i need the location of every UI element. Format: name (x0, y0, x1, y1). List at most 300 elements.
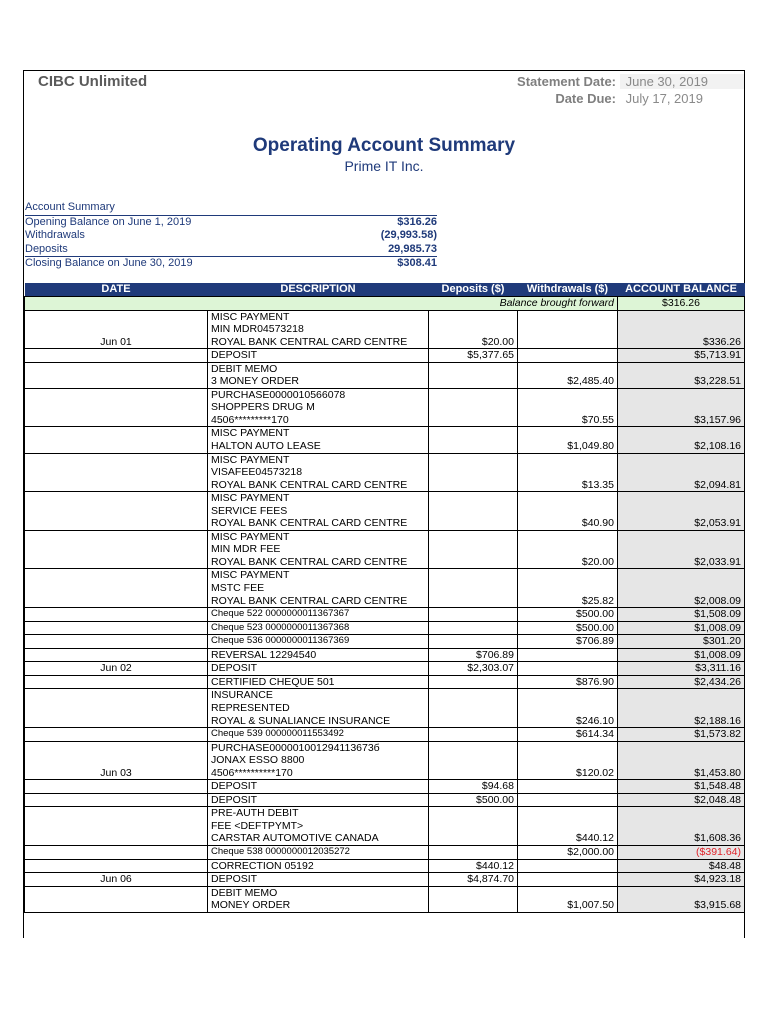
row-balance (618, 820, 745, 833)
row-balance: $2,053.91 (618, 517, 745, 530)
row-withdrawal (518, 505, 618, 518)
row-withdrawal (518, 807, 618, 820)
table-row (25, 728, 745, 742)
row-balance: $301.20 (618, 635, 745, 649)
row-deposit: $440.12 (429, 859, 518, 873)
row-date (25, 715, 208, 728)
row-deposit (429, 689, 518, 702)
table-row (25, 621, 745, 635)
row-date (25, 466, 208, 479)
row-balance (618, 401, 745, 414)
table-header-row (25, 283, 745, 297)
row-deposit (429, 845, 518, 859)
brought-forward-label: Balance brought forward (429, 297, 618, 311)
row-description: VISAFEE04573218 (208, 466, 429, 479)
row-balance: $1,453.80 (618, 767, 745, 780)
row-deposit: $2,303.07 (429, 662, 518, 676)
row-deposit (429, 635, 518, 649)
row-withdrawal: $13.35 (518, 479, 618, 492)
table-row (25, 845, 745, 859)
row-description: MISC PAYMENT (208, 569, 429, 582)
table-row (25, 414, 745, 427)
row-date (25, 780, 208, 794)
row-withdrawal: $706.89 (518, 635, 618, 649)
table-row (25, 556, 745, 569)
row-description: PURCHASE000001001294113673б (208, 741, 429, 754)
table-row (25, 899, 745, 912)
summary-label: Deposits (25, 242, 68, 255)
row-withdrawal (518, 543, 618, 556)
row-deposit (429, 505, 518, 518)
row-description: ROYAL BANK CENTRAL CARD CENTRE (208, 336, 429, 349)
row-description: MIN MDR04573218 (208, 323, 429, 336)
summary-label: Opening Balance on June 1, 2019 (25, 215, 192, 228)
row-date (25, 648, 208, 662)
bank-name: CIBC Unlimited (38, 73, 148, 90)
summary-label: Closing Balance on June 30, 2019 (25, 257, 193, 269)
header-description: DESCRIPTION (208, 283, 429, 297)
table-row (25, 440, 745, 453)
row-date (25, 820, 208, 833)
row-deposit (429, 715, 518, 728)
row-date (25, 595, 208, 608)
row-date (25, 886, 208, 899)
table-row (25, 662, 745, 676)
row-date (25, 492, 208, 505)
row-balance: $48.48 (618, 859, 745, 873)
row-withdrawal (518, 689, 618, 702)
table-row (25, 530, 745, 543)
transactions-table (24, 283, 745, 913)
row-deposit: $706.89 (429, 648, 518, 662)
row-withdrawal: $614.34 (518, 728, 618, 742)
row-description: MSTC FEE (208, 582, 429, 595)
summary-row (25, 215, 437, 230)
row-date: Jun 06 (25, 873, 208, 887)
row-deposit (429, 440, 518, 453)
statement-date-label: Statement Date: (517, 74, 616, 89)
row-withdrawal: $20.00 (518, 556, 618, 569)
summary-value: 29,985.73 (388, 242, 437, 255)
table-row (25, 715, 745, 728)
row-date (25, 453, 208, 466)
row-withdrawal (518, 466, 618, 479)
row-date (25, 845, 208, 859)
row-date (25, 375, 208, 388)
row-withdrawal: $2,000.00 (518, 845, 618, 859)
row-description: MISC PAYMENT (208, 453, 429, 466)
row-description: MISC PAYMENT (208, 492, 429, 505)
row-date (25, 543, 208, 556)
row-description: Cheque 536 0000000011367369 (208, 635, 429, 649)
summary-heading-row (25, 201, 437, 215)
row-withdrawal: $246.10 (518, 715, 618, 728)
row-withdrawal (518, 310, 618, 323)
date-due-label: Date Due: (555, 91, 616, 106)
row-deposit (429, 675, 518, 689)
row-balance: $2,188.16 (618, 715, 745, 728)
row-deposit (429, 479, 518, 492)
row-withdrawal: $70.55 (518, 414, 618, 427)
row-withdrawal (518, 780, 618, 794)
row-description: Cheque 523 0000000011367368 (208, 621, 429, 635)
row-withdrawal (518, 427, 618, 440)
row-deposit (429, 807, 518, 820)
row-withdrawal (518, 323, 618, 336)
row-deposit (429, 899, 518, 912)
row-withdrawal (518, 648, 618, 662)
row-balance (618, 492, 745, 505)
row-date (25, 728, 208, 742)
row-deposit (429, 832, 518, 845)
row-description: DEPOSIT (208, 662, 429, 676)
row-deposit (429, 453, 518, 466)
summary-row (25, 257, 437, 271)
table-row (25, 741, 745, 754)
row-description: ROYAL BANK CENTRAL CARD CENTRE (208, 556, 429, 569)
statement-date-row (496, 74, 744, 89)
row-withdrawal (518, 873, 618, 887)
row-description: JONAX ESSO 8800 (208, 754, 429, 767)
row-balance: $1,008.09 (618, 648, 745, 662)
row-description: PURCHASE0000010566078 (208, 388, 429, 401)
table-row (25, 807, 745, 820)
row-balance (618, 886, 745, 899)
row-date (25, 689, 208, 702)
row-description: 4506**********170 (208, 767, 429, 780)
row-balance (618, 466, 745, 479)
row-withdrawal: $876.90 (518, 675, 618, 689)
table-row (25, 466, 745, 479)
row-balance: $3,311.16 (618, 662, 745, 676)
row-date (25, 401, 208, 414)
row-withdrawal: $500.00 (518, 621, 618, 635)
row-description: ROYAL BANK CENTRAL CARD CENTRE (208, 517, 429, 530)
summary-value: (29,993.58) (380, 229, 437, 241)
row-deposit (429, 595, 518, 608)
row-date (25, 741, 208, 754)
table-row (25, 517, 745, 530)
row-balance (618, 388, 745, 401)
row-description: REPRESENTED (208, 702, 429, 715)
row-withdrawal (518, 453, 618, 466)
row-balance: $2,108.16 (618, 440, 745, 453)
row-withdrawal: $120.02 (518, 767, 618, 780)
row-balance (618, 453, 745, 466)
row-deposit: $500.00 (429, 793, 518, 807)
table-row (25, 401, 745, 414)
table-row (25, 362, 745, 375)
row-date (25, 440, 208, 453)
summary-row (25, 243, 437, 258)
row-deposit (429, 543, 518, 556)
row-deposit (429, 569, 518, 582)
table-row (25, 492, 745, 505)
table-row (25, 859, 745, 873)
row-deposit (429, 310, 518, 323)
row-balance (618, 323, 745, 336)
row-withdrawal: $1,007.50 (518, 899, 618, 912)
statement-page (23, 70, 745, 938)
row-withdrawal (518, 401, 618, 414)
row-balance (618, 582, 745, 595)
row-description: DEBIT MEMO (208, 886, 429, 899)
row-date (25, 621, 208, 635)
row-withdrawal (518, 530, 618, 543)
table-row (25, 582, 745, 595)
summary-row (25, 229, 437, 243)
row-deposit (429, 362, 518, 375)
row-deposit (429, 702, 518, 715)
row-date (25, 807, 208, 820)
row-deposit (429, 767, 518, 780)
row-date (25, 388, 208, 401)
row-description: 4506*********170 (208, 414, 429, 427)
row-balance: $3,157.96 (618, 414, 745, 427)
header-deposits: Deposits ($) (429, 283, 518, 297)
row-description: ROYAL & SUNALIANCE INSURANCE (208, 715, 429, 728)
table-row (25, 780, 745, 794)
row-withdrawal (518, 702, 618, 715)
table-row (25, 543, 745, 556)
row-deposit (429, 728, 518, 742)
table-row (25, 886, 745, 899)
row-withdrawal (518, 741, 618, 754)
table-row (25, 689, 745, 702)
row-withdrawal: $1,049.80 (518, 440, 618, 453)
row-balance: $1,008.09 (618, 621, 745, 635)
header-withdrawals: Withdrawals ($) (518, 283, 618, 297)
table-row (25, 702, 745, 715)
row-withdrawal: $500.00 (518, 608, 618, 622)
row-deposit (429, 556, 518, 569)
row-date (25, 427, 208, 440)
table-row (25, 505, 745, 518)
row-description: DEPOSIT (208, 873, 429, 887)
row-withdrawal (518, 492, 618, 505)
row-description: MONEY ORDER (208, 899, 429, 912)
brought-forward-row (25, 297, 745, 311)
row-deposit (429, 741, 518, 754)
row-balance: $3,915.68 (618, 899, 745, 912)
row-withdrawal (518, 582, 618, 595)
table-row (25, 427, 745, 440)
table-row (25, 388, 745, 401)
row-balance (618, 741, 745, 754)
table-row (25, 754, 745, 767)
row-description: HALTON AUTO LEASE (208, 440, 429, 453)
table-row (25, 767, 745, 780)
table-row (25, 820, 745, 833)
summary-value: $316.26 (397, 215, 437, 228)
row-date (25, 323, 208, 336)
row-balance: $1,508.09 (618, 608, 745, 622)
table-row (25, 375, 745, 388)
row-description: CARSTAR AUTOMOTIVE CANADA (208, 832, 429, 845)
row-date (25, 608, 208, 622)
row-date (25, 349, 208, 363)
row-date (25, 530, 208, 543)
summary-heading: Account Summary (25, 201, 115, 213)
statement-date-value: June 30, 2019 (620, 74, 744, 89)
table-row (25, 323, 745, 336)
row-deposit (429, 388, 518, 401)
row-balance: $2,033.91 (618, 556, 745, 569)
row-balance: $2,094.81 (618, 479, 745, 492)
row-deposit (429, 414, 518, 427)
row-balance (618, 702, 745, 715)
row-date (25, 832, 208, 845)
date-due-value: July 17, 2019 (625, 91, 703, 106)
row-balance: $1,548.48 (618, 780, 745, 794)
row-description: SHOPPERS DRUG M (208, 401, 429, 414)
summary-value: $308.41 (397, 257, 437, 269)
page-title: Operating Account Summary (252, 135, 516, 156)
row-balance (618, 505, 745, 518)
row-description: INSURANCE (208, 689, 429, 702)
row-deposit (429, 621, 518, 635)
row-balance (618, 807, 745, 820)
table-row (25, 608, 745, 622)
row-withdrawal (518, 662, 618, 676)
table-row (25, 336, 745, 349)
row-description: MISC PAYMENT (208, 427, 429, 440)
row-withdrawal (518, 388, 618, 401)
row-description: PRE-AUTH DEBIT (208, 807, 429, 820)
row-balance: ($391.64) (618, 845, 745, 859)
header-balance: ACCOUNT BALANCE (618, 283, 745, 297)
row-deposit (429, 582, 518, 595)
row-date (25, 793, 208, 807)
row-balance (618, 310, 745, 323)
row-withdrawal (518, 793, 618, 807)
row-withdrawal (518, 859, 618, 873)
row-deposit: $20.00 (429, 336, 518, 349)
row-date (25, 675, 208, 689)
row-balance: $1,573.82 (618, 728, 745, 742)
row-withdrawal (518, 754, 618, 767)
row-withdrawal (518, 362, 618, 375)
table-row (25, 569, 745, 582)
table-row (25, 648, 745, 662)
table-row (25, 873, 745, 887)
row-withdrawal (518, 349, 618, 363)
row-balance (618, 569, 745, 582)
row-withdrawal (518, 820, 618, 833)
row-description: Cheque 539 000000011553492 (208, 728, 429, 742)
brought-forward-value: $316.26 (618, 297, 745, 311)
table-row (25, 675, 745, 689)
row-description: DEPOSIT (208, 793, 429, 807)
table-row (25, 595, 745, 608)
row-deposit (429, 466, 518, 479)
row-balance (618, 362, 745, 375)
row-deposit (429, 401, 518, 414)
row-balance: $2,434.26 (618, 675, 745, 689)
row-date (25, 859, 208, 873)
row-balance: $2,048.48 (618, 793, 745, 807)
row-description: MISC PAYMENT (208, 530, 429, 543)
row-deposit (429, 375, 518, 388)
row-description: 3 MONEY ORDER (208, 375, 429, 388)
row-date (25, 479, 208, 492)
row-deposit: $94.68 (429, 780, 518, 794)
row-deposit (429, 608, 518, 622)
row-date: Jun 01 (25, 336, 208, 349)
row-date (25, 362, 208, 375)
row-date (25, 517, 208, 530)
row-deposit (429, 517, 518, 530)
row-withdrawal (518, 886, 618, 899)
row-description: ROYAL BANK CENTRAL CARD CENTRE (208, 479, 429, 492)
row-balance (618, 530, 745, 543)
row-date (25, 310, 208, 323)
row-date (25, 754, 208, 767)
table-row (25, 349, 745, 363)
row-deposit: $4,874.70 (429, 873, 518, 887)
row-balance: $5,713.91 (618, 349, 745, 363)
row-withdrawal (518, 336, 618, 349)
row-balance: $2,008.09 (618, 595, 745, 608)
row-balance (618, 754, 745, 767)
row-deposit (429, 886, 518, 899)
row-description: DEBIT MEMO (208, 362, 429, 375)
summary-label: Withdrawals (25, 229, 85, 241)
row-deposit: $5,377.65 (429, 349, 518, 363)
table-row (25, 310, 745, 323)
table-row (25, 635, 745, 649)
date-due-row (496, 91, 744, 106)
row-description: DEPOSIT (208, 349, 429, 363)
table-row (25, 479, 745, 492)
row-date (25, 569, 208, 582)
row-description: Cheque 522 0000000011367367 (208, 608, 429, 622)
row-balance: $4,923.18 (618, 873, 745, 887)
row-date (25, 414, 208, 427)
row-description: SERVICE FEES (208, 505, 429, 518)
row-deposit (429, 530, 518, 543)
table-row (25, 793, 745, 807)
row-description: REVERSAL 12294540 (208, 648, 429, 662)
row-description: CERTIFIED CHEQUE 501 (208, 675, 429, 689)
header-date: DATE (25, 283, 208, 297)
row-balance (618, 427, 745, 440)
row-description: CORRECTION 05192 (208, 859, 429, 873)
table-row (25, 832, 745, 845)
row-deposit (429, 754, 518, 767)
row-balance: $1,608.36 (618, 832, 745, 845)
row-date (25, 702, 208, 715)
row-description: FEE <DEFTPYMT> (208, 820, 429, 833)
row-withdrawal: $2,485.40 (518, 375, 618, 388)
row-deposit (429, 492, 518, 505)
row-deposit (429, 427, 518, 440)
row-withdrawal (518, 569, 618, 582)
row-description: MIN MDR FEE (208, 543, 429, 556)
company-name: Prime IT Inc. (344, 158, 424, 174)
row-balance (618, 543, 745, 556)
account-summary (25, 201, 437, 271)
row-withdrawal: $25.82 (518, 595, 618, 608)
row-balance: $3,228.51 (618, 375, 745, 388)
table-row (25, 453, 745, 466)
row-date (25, 899, 208, 912)
row-deposit (429, 820, 518, 833)
row-date (25, 635, 208, 649)
row-description: DEPOSIT (208, 780, 429, 794)
row-description: Cheque 538 0000000012035272 (208, 845, 429, 859)
row-date (25, 505, 208, 518)
